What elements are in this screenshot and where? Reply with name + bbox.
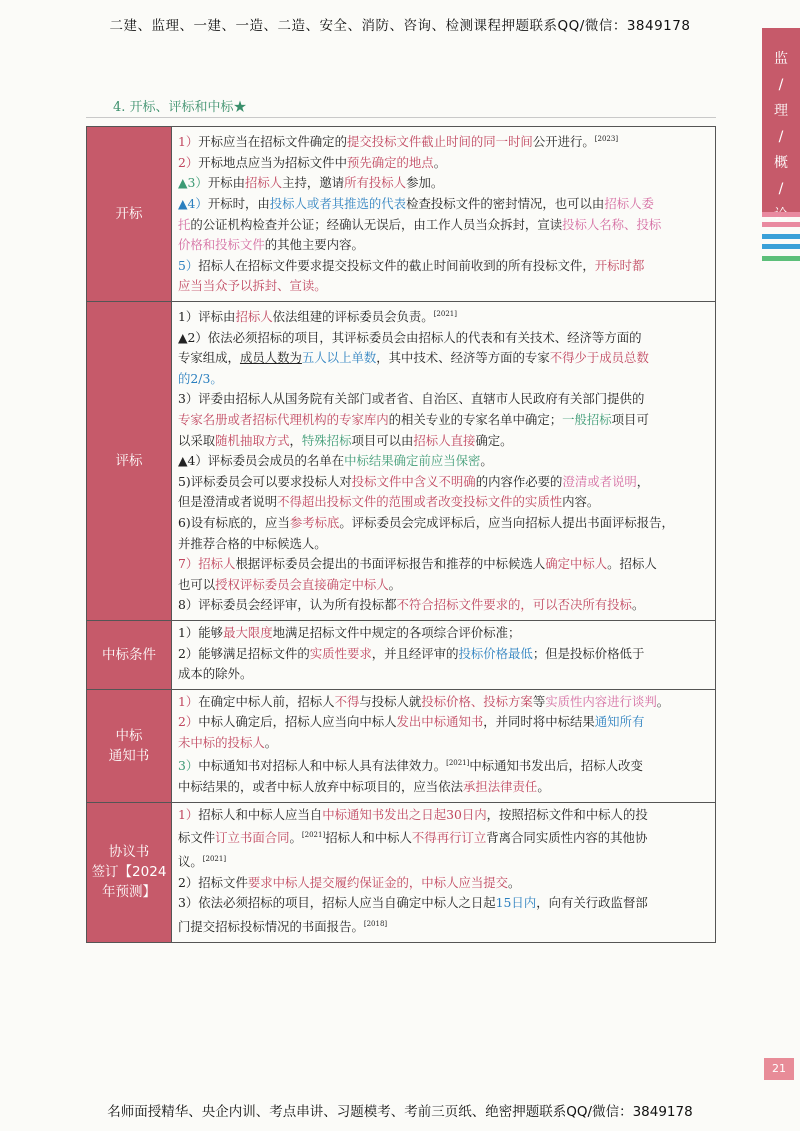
table-row <box>87 301 716 620</box>
text-segment: 的2/3。 <box>178 370 223 386</box>
content-line <box>178 194 709 215</box>
content-line <box>178 369 709 390</box>
exam-year-tag: [2021] <box>202 855 227 864</box>
text-segment: 招标人在招标文件要求提交投标文件的截止时间前收到的所有投标文件， <box>198 257 595 273</box>
row-label: 开标 <box>87 127 172 302</box>
content-line <box>178 644 709 665</box>
text-segment: 订立书面合同 <box>215 830 290 846</box>
text-segment: 的其他主要内容。 <box>264 237 364 253</box>
text-segment: 所有投标人 <box>344 175 407 191</box>
text-segment: 实质性内容进行谈判 <box>545 693 657 709</box>
text-segment: ▲3） <box>178 175 208 191</box>
text-segment: 依法组建的评标委员会负责。 <box>272 309 434 324</box>
exam-year-tag: [2023] <box>594 135 619 143</box>
section-title <box>113 96 247 115</box>
section-title-text: 4. 开标、评标和中标 <box>113 100 234 115</box>
text-segment: 实质性要求 <box>309 645 372 661</box>
text-segment: 不符合招标文件要求的，可以否决所有投标 <box>396 597 632 613</box>
text-segment: 的内容作必要的 <box>475 473 563 489</box>
content-line <box>178 893 709 914</box>
text-segment: 确定。 <box>475 432 513 448</box>
text-segment: 投标人或者其推选的代表 <box>269 195 407 211</box>
text-segment: 招标人和中标人 <box>325 830 412 846</box>
content-line <box>178 276 709 297</box>
text-segment: 。 <box>433 154 447 170</box>
side-tab-char: / <box>778 129 784 145</box>
text-segment: 托 <box>178 216 191 232</box>
text-segment: 内容。 <box>562 494 600 510</box>
text-segment: ，按照招标文件和中标人的投 <box>486 806 648 822</box>
content-line <box>178 451 709 472</box>
text-segment: 开标时，由 <box>207 195 270 211</box>
content-line <box>178 733 709 754</box>
text-segment: 参考标底 <box>289 514 340 530</box>
side-chapter-tab <box>762 28 800 216</box>
text-segment: 不得再行订立 <box>411 830 487 846</box>
text-segment: 2）能够满足招标文件的 <box>178 645 310 661</box>
text-segment: 3） <box>178 758 199 774</box>
text-segment: 也可以 <box>178 576 216 592</box>
text-segment: 的相关专业的专家名单中确定； <box>388 411 563 427</box>
text-segment: 中标通知书对招标人和中标人具有法律效力。 <box>198 758 447 774</box>
text-segment: 的公证机构检查并公证；经确认无误后，由工作人员当众拆封，宣读 <box>190 216 563 232</box>
content-line <box>178 389 709 410</box>
content-line <box>178 431 709 452</box>
text-segment: 等 <box>532 693 546 709</box>
text-segment: 提交投标文件截止时间的同一时间 <box>346 134 533 150</box>
side-tab-char: / <box>778 181 784 197</box>
text-segment: ，并同时将中标结果 <box>483 714 595 730</box>
content-line <box>178 849 709 873</box>
text-segment: 预先确定的地点 <box>346 154 434 170</box>
row-content <box>172 802 716 942</box>
text-segment: ▲4）评标委员会成员的名单在 <box>178 453 345 469</box>
text-segment: 1） <box>178 134 199 150</box>
text-segment: 应当当众予以拆封、宣读。 <box>178 278 327 294</box>
text-segment: 中标通知书发出之日起30日内 <box>322 806 487 822</box>
content-line <box>178 595 709 616</box>
text-segment: 专家名册或者招标代理机构的专家库内 <box>178 411 389 427</box>
text-segment: 投标价格、投标方案 <box>421 693 533 709</box>
text-segment: 。 <box>537 779 550 795</box>
text-segment: 授权评标委员会直接确定中标人 <box>215 576 389 592</box>
content-line <box>178 472 709 493</box>
text-segment: 公开进行。 <box>532 134 595 150</box>
text-segment: 确定中标人 <box>545 556 608 572</box>
side-tab-char: / <box>778 77 784 93</box>
text-segment: 地满足招标文件中规定的各项综合评价标准； <box>272 624 521 640</box>
content-line <box>178 534 709 555</box>
text-segment: 成员人数为 <box>239 350 302 366</box>
content-line <box>178 256 709 277</box>
text-segment: 1）能够 <box>178 624 224 640</box>
side-tab-char: 理 <box>774 103 788 119</box>
text-segment: 招标人 <box>244 175 283 191</box>
content-line <box>178 492 709 513</box>
exam-year-tag: [2021] <box>301 831 326 840</box>
text-segment: 。 <box>289 830 302 846</box>
content-table <box>86 126 716 943</box>
row-content <box>172 620 716 689</box>
text-segment: 6)设有标底的，应当 <box>178 514 290 530</box>
content-line <box>178 153 709 174</box>
color-stripe-blue-2 <box>762 244 800 249</box>
text-segment: 。 <box>264 734 278 750</box>
text-segment: 2）招标文件 <box>178 874 248 890</box>
text-segment: 在确定中标人前，招标人 <box>198 693 335 709</box>
text-segment: 以采取 <box>178 432 216 448</box>
text-segment: 背离合同实质性内容的其他协 <box>486 830 648 846</box>
text-segment: 参加。 <box>406 175 444 191</box>
row-label: 中标 通知书 <box>87 689 172 802</box>
content-line <box>178 873 709 894</box>
text-segment: 。评标委员会完成评标后，应当向招标人提出书面评标报告， <box>339 514 674 530</box>
text-segment: 五人以上单数 <box>301 350 377 366</box>
row-content <box>172 127 716 302</box>
table-row <box>87 127 716 302</box>
content-line <box>178 304 709 328</box>
text-segment: ， <box>636 473 650 489</box>
content-line <box>178 753 709 777</box>
text-segment: 5） <box>178 257 199 273</box>
text-segment: 投标人名称、投标 <box>562 216 662 232</box>
text-segment: 一般招标 <box>562 411 612 427</box>
text-segment: 但是澄清或者说明 <box>178 494 278 510</box>
star-icon: ★ <box>233 100 247 115</box>
text-segment: ▲2）依法必须招标的项目，其评标委员会由招标人的代表和有关技术、经济等方面的 <box>178 329 642 345</box>
text-segment: 中标结果确定前应当保密 <box>344 453 481 469</box>
text-segment: 价格和投标文件 <box>178 237 265 253</box>
text-segment: 开标时都 <box>594 257 645 273</box>
row-content <box>172 689 716 802</box>
content-line <box>178 805 709 826</box>
text-segment: 不得超出投标文件的范围或者改变投标文件的实质性 <box>277 494 563 510</box>
content-line <box>178 664 709 685</box>
text-segment: 投标文件中含义不明确 <box>351 473 476 489</box>
content-line <box>178 410 709 431</box>
text-segment: 5)评标委员会可以要求投标人对 <box>178 473 352 489</box>
text-segment: 中标通知书发出后，招标人改变 <box>469 758 643 774</box>
content-line <box>178 348 709 369</box>
text-segment: 。 <box>656 693 670 709</box>
text-segment: 项目可以由 <box>351 432 414 448</box>
content-line <box>178 623 709 644</box>
footer-banner: 名师面授精华、央企内训、考点串讲、习题模考、考前三页纸、绝密押题联系QQ/微信：3849178 <box>107 1104 693 1120</box>
text-segment: 成本的除外。 <box>178 666 253 682</box>
text-segment: 检查投标文件的密封情况，也可以由 <box>406 195 605 211</box>
text-segment: 2） <box>178 714 199 730</box>
text-segment: 开标应当在招标文件确定的 <box>198 134 347 150</box>
text-segment: 招标人 <box>235 309 273 324</box>
content-line <box>178 575 709 596</box>
table-row <box>87 620 716 689</box>
text-segment: 专家组成， <box>178 350 240 366</box>
header-banner: 二建、监理、一建、一造、二造、安全、消防、咨询、检测课程押题联系QQ/微信：3849178 <box>109 18 691 34</box>
text-segment: 未中标的投标人 <box>178 734 265 750</box>
text-segment: 与投标人就 <box>359 693 422 709</box>
content-line <box>178 692 709 713</box>
text-segment: 招标人委 <box>604 195 654 211</box>
text-segment: 招标人和中标人应当自 <box>198 806 323 822</box>
text-segment: 3）依法必须招标的项目，招标人应当自确定中标人之日起 <box>178 895 496 911</box>
text-segment: ，向有关行政监督部 <box>536 895 648 911</box>
text-segment: 承担法律责任 <box>462 779 538 795</box>
text-segment: 投标价格最低 <box>458 645 533 661</box>
text-segment: 。 <box>480 453 493 469</box>
content-line <box>178 328 709 349</box>
page-number: 21 <box>764 1058 794 1080</box>
table-row <box>87 802 716 942</box>
text-segment: 。招标人 <box>607 556 657 572</box>
text-segment: 8）评标委员会经评审，认为所有投标都 <box>178 597 397 613</box>
text-segment: 招标人直接 <box>413 432 476 448</box>
side-tab-char: 概 <box>774 155 788 171</box>
text-segment: 并推荐合格的中标候选人。 <box>178 535 327 551</box>
text-segment: 中标人确定后，招标人应当向中标人 <box>198 714 397 730</box>
text-segment: 最大限度 <box>223 624 273 640</box>
text-segment: 1）评标由 <box>178 309 236 324</box>
side-tab-char: 监 <box>774 51 788 67</box>
text-segment: 1） <box>178 693 199 709</box>
text-segment: 。 <box>631 597 645 613</box>
color-stripe-blue <box>762 234 800 239</box>
text-segment: ， <box>289 432 302 448</box>
text-segment: 通知所有 <box>594 714 645 730</box>
text-segment: 7）招标人 <box>178 556 236 572</box>
row-content <box>172 301 716 620</box>
row-label: 协议书 签订【2024 年预测】 <box>87 802 172 942</box>
text-segment: 随机抽取方式 <box>215 432 290 448</box>
text-segment: 要求中标人提交履约保证金的，中标人应当提交 <box>247 874 509 890</box>
text-segment: 1） <box>178 806 199 822</box>
content-line <box>178 825 709 849</box>
text-segment: ，其中技术、经济等方面的专家 <box>376 350 550 366</box>
text-segment: 根据评标委员会提出的书面评标报告和推荐的中标候选人 <box>235 556 546 572</box>
text-segment: ▲4） <box>178 195 208 211</box>
text-segment: 澄清或者说明 <box>562 473 637 489</box>
color-stripe-pink-2 <box>762 222 800 227</box>
text-segment: 2） <box>178 154 199 170</box>
content-line <box>178 235 709 256</box>
content-line <box>178 215 709 236</box>
text-segment: 项目可 <box>611 411 649 427</box>
text-segment: 特殊招标 <box>301 432 352 448</box>
text-segment: 门提交招标投标情况的书面报告。 <box>178 919 364 935</box>
text-segment: 。 <box>388 576 402 592</box>
row-label: 评标 <box>87 301 172 620</box>
content-line <box>178 129 709 153</box>
color-stripe-green <box>762 256 800 261</box>
color-stripe-pink <box>762 212 800 217</box>
text-segment: 开标地点应当为招标文件中 <box>198 154 347 170</box>
content-line <box>178 554 709 575</box>
text-segment: 开标由 <box>207 175 245 191</box>
content-line <box>178 914 709 938</box>
text-segment: 不得 <box>334 693 360 709</box>
text-segment: 不得少于成员总数 <box>549 350 649 366</box>
text-segment: 15日内 <box>495 895 537 911</box>
text-segment: ，并且经评审的 <box>371 645 459 661</box>
text-segment: 发出中标通知书 <box>396 714 484 730</box>
divider <box>86 117 716 118</box>
text-segment: 3）评委由招标人从国务院有关部门或者省、自治区、直辖市人民政府有关部门提供的 <box>178 391 645 407</box>
text-segment: 主持，邀请 <box>282 175 345 191</box>
text-segment: 。 <box>508 874 521 890</box>
text-segment: ；但是投标价格低于 <box>532 645 645 661</box>
text-segment: 议。 <box>178 854 203 870</box>
content-line <box>178 712 709 733</box>
content-line <box>178 513 709 534</box>
exam-year-tag: [2021] <box>446 759 470 768</box>
exam-year-tag: [2021] <box>433 309 457 318</box>
content-line <box>178 173 709 194</box>
table-row <box>87 689 716 802</box>
content-line <box>178 777 709 798</box>
text-segment: 中标结果的，或者中标人放弃中标项目的，应当依法 <box>178 779 463 795</box>
row-label: 中标条件 <box>87 620 172 689</box>
exam-year-tag: [2018] <box>363 920 388 928</box>
text-segment: 标文件 <box>178 830 216 846</box>
